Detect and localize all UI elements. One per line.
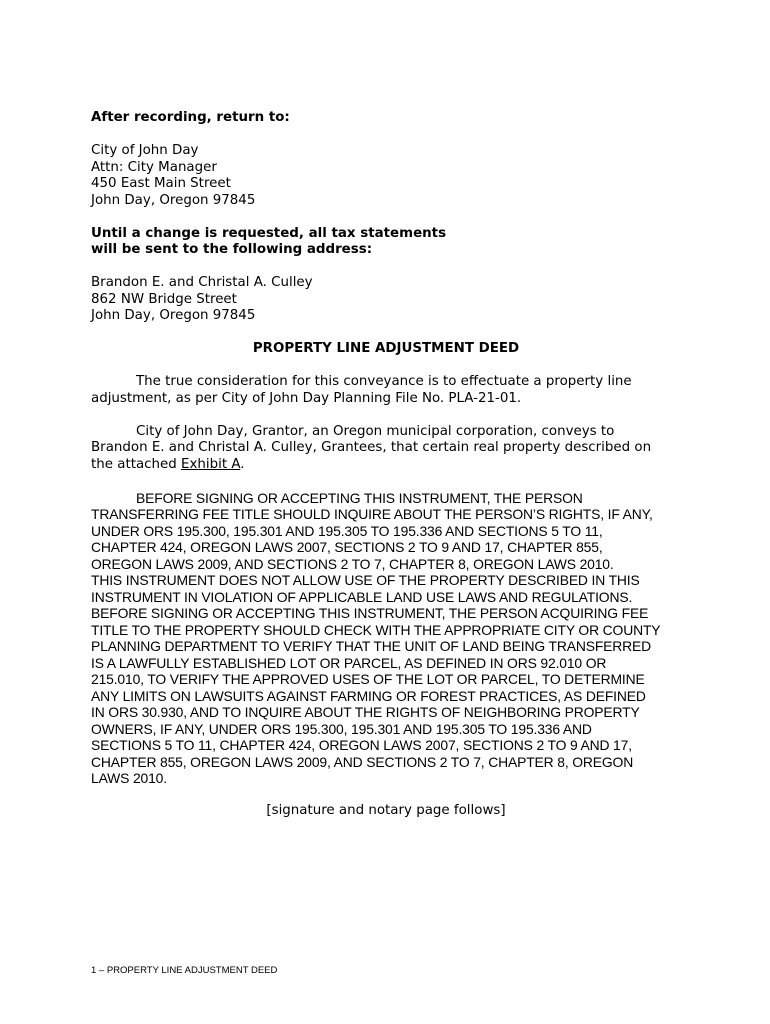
paragraph-line: Brandon E. and Christal A. Culley, Grantees, that certain real property described on <box>91 440 652 455</box>
paragraph-line: adjustment, as per City of John Day Planning File No. PLA-21-01. <box>91 390 522 406</box>
notice-line: BEFORE SIGNING OR ACCEPTING THIS INSTRUMENT, THE PERSON <box>136 489 583 506</box>
return-address-line: 450 East Main Street <box>91 176 231 191</box>
return-to-address <box>91 143 681 209</box>
tax-statements-address <box>91 275 681 325</box>
deed-title: PROPERTY LINE ADJUSTMENT DEED <box>252 341 520 356</box>
paragraph-line: The true consideration for this conveyance is to effectuate a property line <box>136 374 632 389</box>
deed-page <box>91 110 681 820</box>
spacer <box>91 259 681 276</box>
tax-statements-heading <box>91 226 681 259</box>
spacer <box>91 358 681 375</box>
notice-line: TITLE TO THE PROPERTY SHOULD CHECK WITH THE APPROPRIATE CITY OR COUNTY <box>91 621 661 638</box>
notice-line: IN ORS 30.930, AND TO INQUIRE ABOUT THE RIGHTS OF NEIGHBORING PROPERTY <box>91 704 640 720</box>
return-address-line: City of John Day <box>91 143 199 158</box>
spacer <box>91 127 681 144</box>
return-address-line: Attn: City Manager <box>91 159 217 175</box>
notice-line: 215.010, TO VERIFY THE APPROVED USES OF THE LOT OR PARCEL, TO DETERMINE <box>91 671 645 687</box>
paragraph-text: the attached <box>91 456 181 472</box>
page-footer: 1 – PROPERTY LINE ADJUSTMENT DEED <box>91 965 278 976</box>
spacer <box>91 209 681 226</box>
tax-heading-line: Until a change is requested, all tax statements <box>91 225 447 241</box>
return-to-heading: After recording, return to: <box>91 110 290 125</box>
conveyance-paragraph <box>91 424 681 474</box>
tax-address-line: Brandon E. and Christal A. Culley <box>91 275 313 290</box>
notice-line: TRANSFERRING FEE TITLE SHOULD INQUIRE ABOUT THE PERSON’S RIGHTS, IF ANY, <box>91 506 653 522</box>
paragraph-line <box>91 457 681 474</box>
tax-address-line: 862 NW Bridge Street <box>91 291 237 307</box>
paragraph-line: City of John Day, Grantor, an Oregon municipal corporation, conveys to <box>136 423 615 439</box>
notice-line: IS A LAWFULLY ESTABLISHED LOT OR PARCEL, AS DEFINED IN ORS 92.010 OR <box>91 654 607 671</box>
notice-line: ANY LIMITS ON LAWSUITS AGAINST FARMING OR FOREST PRACTICES, AS DEFINED <box>91 687 646 704</box>
spacer <box>91 787 681 804</box>
return-address-line: John Day, Oregon 97845 <box>91 192 256 208</box>
tax-address-line: John Day, Oregon 97845 <box>91 308 256 323</box>
spacer <box>91 473 681 490</box>
notice-line: PLANNING DEPARTMENT TO VERIFY THAT THE UNIT OF LAND BEING TRANSFERRED <box>91 638 652 654</box>
exhibit-a-link[interactable]: Exhibit A <box>181 456 241 472</box>
notice-line: UNDER ORS 195.300, 195.301 AND 195.305 TO 195.336 AND SECTIONS 5 TO 11, <box>91 522 603 539</box>
tax-heading-line: will be sent to the following address: <box>91 242 373 257</box>
notice-line: THIS INSTRUMENT DOES NOT ALLOW USE OF THE PROPERTY DESCRIBED IN THIS <box>91 572 640 588</box>
spacer <box>91 325 681 342</box>
notice-line: OREGON LAWS 2009, AND SECTIONS 2 TO 7, CHAPTER 8, OREGON LAWS 2010. <box>91 555 614 572</box>
notice-line: CHAPTER 855, OREGON LAWS 2009, AND SECTIONS 2 TO 7, CHAPTER 8, OREGON <box>91 753 634 770</box>
consideration-paragraph <box>91 374 681 407</box>
notice-line: CHAPTER 424, OREGON LAWS 2007, SECTIONS 2 TO 9 AND 17, CHAPTER 855, <box>91 539 603 555</box>
signature-note: [signature and notary page follows] <box>266 803 506 818</box>
spacer <box>91 407 681 424</box>
notice-line: SECTIONS 5 TO 11, CHAPTER 424, OREGON LAWS 2007, SECTIONS 2 TO 9 AND 17, <box>91 737 632 753</box>
notice-line: OWNERS, IF ANY, UNDER ORS 195.300, 195.301 AND 195.305 TO 195.336 AND <box>91 720 592 737</box>
statutory-notice-paragraph <box>91 490 681 787</box>
notice-line: LAWS 2010. <box>91 770 167 786</box>
notice-line: INSTRUMENT IN VIOLATION OF APPLICABLE LAND USE LAWS AND REGULATIONS. <box>91 588 633 605</box>
paragraph-text: . <box>240 456 245 472</box>
notice-line: BEFORE SIGNING OR ACCEPTING THIS INSTRUMENT, THE PERSON ACQUIRING FEE <box>91 605 649 621</box>
